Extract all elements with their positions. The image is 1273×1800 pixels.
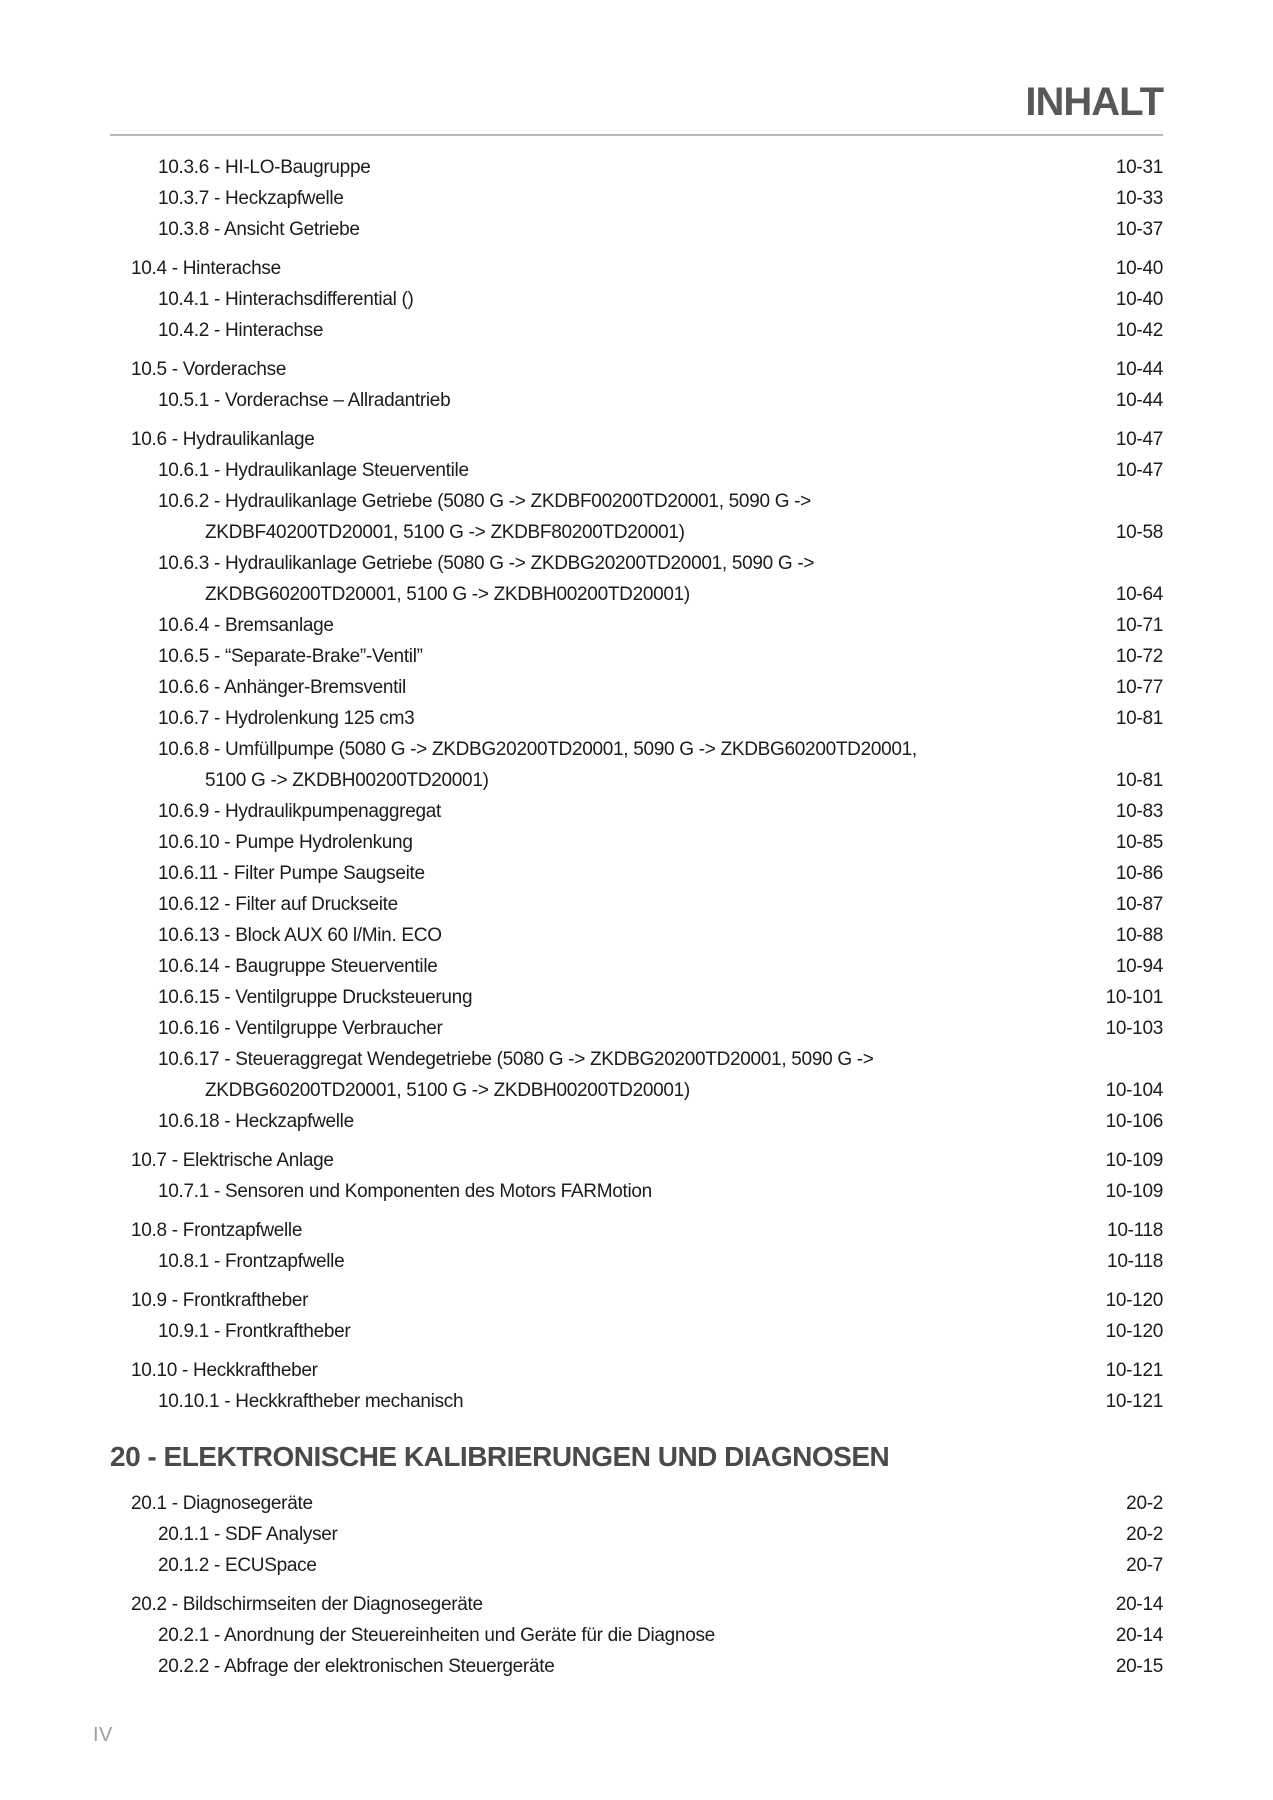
toc-entry xyxy=(110,1246,1163,1277)
toc-entry-page: 10-77 xyxy=(1115,677,1163,698)
toc-entry xyxy=(110,1355,1163,1386)
toc-entry xyxy=(110,1106,1163,1137)
toc-entry-page: 10-40 xyxy=(1115,289,1163,310)
toc-entry-text: 10.9.1 - Frontkraftheber xyxy=(158,1321,351,1342)
toc-entry-text: 10.6.11 - Filter Pumpe Saugseite xyxy=(158,863,425,884)
toc-entry-page: 10-81 xyxy=(1115,708,1163,729)
toc-entry-text: 10.6.2 - Hydraulikanlage Getriebe (5080 G -> ZKDBF00200TD20001, 5090 G -> ZKDBF40200TD20001, 5100 G -> ZKDBF80200TD20001) xyxy=(158,491,811,543)
toc-entry xyxy=(110,455,1163,486)
toc-entry xyxy=(110,796,1163,827)
toc-entry-text: 20.2 - Bildschirmseiten der Diagnosegeräte xyxy=(131,1594,483,1615)
toc-entry-page: 10-104 xyxy=(1105,1080,1163,1101)
toc-entry-page: 10-88 xyxy=(1115,925,1163,946)
toc-entry-page: 10-33 xyxy=(1115,188,1163,209)
toc-entry-text: 10.9 - Frontkraftheber xyxy=(131,1290,309,1311)
toc-entry xyxy=(110,1176,1163,1207)
toc-entry-page: 10-120 xyxy=(1105,1321,1163,1342)
toc-entry xyxy=(110,672,1163,703)
page-header xyxy=(110,80,1163,136)
toc-entry xyxy=(110,486,1163,548)
toc-entry-text: 20.2.1 - Anordnung der Steuereinheiten und Geräte für die Diagnose xyxy=(158,1625,715,1646)
toc-entry-text: 10.6.1 - Hydraulikanlage Steuerventile xyxy=(158,460,469,481)
toc-entry xyxy=(110,1013,1163,1044)
toc-entry-text: 10.6.15 - Ventilgruppe Drucksteuerung xyxy=(158,987,473,1008)
toc-entry-text: 10.6.9 - Hydraulikpumpenaggregat xyxy=(158,801,441,822)
toc-entry-text: 10.6.10 - Pumpe Hydrolenkung xyxy=(158,832,413,853)
toc-entry xyxy=(110,354,1163,385)
toc-entry xyxy=(110,951,1163,982)
toc-entry-page: 20-7 xyxy=(1126,1555,1163,1576)
toc-entry xyxy=(110,183,1163,214)
toc-entry-page: 10-81 xyxy=(1115,770,1163,791)
toc-entry xyxy=(110,1519,1163,1550)
toc-entry-page: 20-2 xyxy=(1126,1493,1163,1514)
toc-entry-text: 10.8 - Frontzapfwelle xyxy=(131,1220,303,1241)
toc-entry-page: 10-109 xyxy=(1105,1150,1163,1171)
toc-entry-page: 10-118 xyxy=(1107,1251,1163,1272)
toc-entry-page: 10-44 xyxy=(1115,390,1163,411)
page-content xyxy=(110,80,1163,1682)
toc-entry-text: 10.6.5 - “Separate-Brake”-Ventil” xyxy=(158,646,423,667)
toc-entry-page: 10-86 xyxy=(1115,863,1163,884)
toc-entry-text: 10.7 - Elektrische Anlage xyxy=(131,1150,334,1171)
toc-entry-text: 10.5 - Vorderachse xyxy=(131,359,287,380)
toc-entry-text: 10.6.14 - Baugruppe Steuerventile xyxy=(158,956,438,977)
toc-entry-page: 10-31 xyxy=(1115,157,1163,178)
toc-entry-text: 10.6.8 - Umfüllpumpe (5080 G -> ZKDBG20200TD20001, 5090 G -> ZKDBG60200TD20001, 5100 G -> ZKDBH00200TD20001) xyxy=(158,739,917,791)
toc-entry-text: 20.1 - Diagnosegeräte xyxy=(131,1493,313,1514)
toc-entry-page: 10-42 xyxy=(1115,320,1163,341)
toc-entry xyxy=(110,1316,1163,1347)
toc-entry-text: 10.6 - Hydraulikanlage xyxy=(131,429,315,450)
toc-entry-page: 10-71 xyxy=(1115,615,1163,636)
toc-entry-text: 10.7.1 - Sensoren und Komponenten des Motors FARMotion xyxy=(158,1181,652,1202)
toc-entry-page: 10-120 xyxy=(1105,1290,1163,1311)
toc-entry-text: 10.3.8 - Ansicht Getriebe xyxy=(158,219,360,240)
toc-entry xyxy=(110,315,1163,346)
toc-entry-page: 10-87 xyxy=(1115,894,1163,915)
toc-entry-page: 10-83 xyxy=(1115,801,1163,822)
toc-entry-page: 10-47 xyxy=(1115,460,1163,481)
toc-entry xyxy=(110,284,1163,315)
toc-entry xyxy=(110,610,1163,641)
toc-entry xyxy=(110,1488,1163,1519)
toc-entry-page: 10-58 xyxy=(1115,522,1163,543)
toc-entry-page: 10-118 xyxy=(1107,1220,1163,1241)
toc-entry-text: 10.5.1 - Vorderachse – Allradantrieb xyxy=(158,390,451,411)
toc-entry-page: 10-44 xyxy=(1115,359,1163,380)
toc-entry xyxy=(110,253,1163,284)
toc-entry xyxy=(110,1044,1163,1106)
toc-entry-text: 10.4 - Hinterachse xyxy=(131,258,281,279)
toc-entry-page: 10-121 xyxy=(1105,1391,1163,1412)
toc-entry-page: 10-101 xyxy=(1105,987,1163,1008)
toc-entry-text: 10.6.6 - Anhänger-Bremsventil xyxy=(158,677,406,698)
toc-entry-text: 10.10.1 - Heckkraftheber mechanisch xyxy=(158,1391,464,1412)
toc-entry-page: 10-47 xyxy=(1115,429,1163,450)
toc-entry-page: 10-72 xyxy=(1115,646,1163,667)
toc-entry-page: 20-14 xyxy=(1115,1625,1163,1646)
toc-entry-page: 10-64 xyxy=(1115,584,1163,605)
toc-entry-page: 10-37 xyxy=(1115,219,1163,240)
toc-entry xyxy=(110,548,1163,610)
toc-entry-text: 10.6.18 - Heckzapfwelle xyxy=(158,1111,354,1132)
toc-entry xyxy=(110,152,1163,183)
toc-entry-text: 10.6.17 - Steueraggregat Wendegetriebe (5080 G -> ZKDBG20200TD20001, 5090 G -> ZKDBG60200TD20001, 5100 G -> ZKDBH00200TD20001) xyxy=(158,1049,874,1101)
toc-entry xyxy=(110,214,1163,245)
toc-entry-text: 10.6.16 - Ventilgruppe Verbraucher xyxy=(158,1018,443,1039)
toc-entry-page: 10-109 xyxy=(1105,1181,1163,1202)
toc-entry-text: 20.1.2 - ECUSpace xyxy=(158,1555,317,1576)
toc-entry-text: 10.6.12 - Filter auf Druckseite xyxy=(158,894,398,915)
toc-entry xyxy=(110,703,1163,734)
toc-entry-page: 20-2 xyxy=(1126,1524,1163,1545)
toc-entry-text: 10.3.7 - Heckzapfwelle xyxy=(158,188,344,209)
toc-entry xyxy=(110,1145,1163,1176)
toc-entry xyxy=(110,1620,1163,1651)
toc-entry xyxy=(110,385,1163,416)
footer-page-number: IV xyxy=(93,1724,113,1746)
toc-entry xyxy=(110,827,1163,858)
toc xyxy=(110,152,1163,1682)
toc-entry xyxy=(110,1285,1163,1316)
toc-entry xyxy=(110,734,1163,796)
toc-entry xyxy=(110,1215,1163,1246)
toc-entry-text: 10.4.1 - Hinterachsdifferential () xyxy=(158,289,414,310)
toc-entry-page: 10-85 xyxy=(1115,832,1163,853)
toc-entry-text: 10.8.1 - Frontzapfwelle xyxy=(158,1251,345,1272)
toc-entry xyxy=(110,1386,1163,1417)
toc-entry-text: 10.6.4 - Bremsanlage xyxy=(158,615,334,636)
toc-entry-page: 20-15 xyxy=(1115,1656,1163,1677)
toc-entry xyxy=(110,1550,1163,1581)
toc-entry-page: 10-103 xyxy=(1105,1018,1163,1039)
toc-entry xyxy=(110,920,1163,951)
toc-entry-page: 10-106 xyxy=(1105,1111,1163,1132)
toc-entry-text: 10.6.3 - Hydraulikanlage Getriebe (5080 G -> ZKDBG20200TD20001, 5090 G -> ZKDBG60200TD20001, 5100 G -> ZKDBH00200TD20001) xyxy=(158,553,815,605)
page-title: INHALT xyxy=(1025,80,1163,124)
toc-entry-page: 20-14 xyxy=(1115,1594,1163,1615)
toc-entry-text: 10.10 - Heckkraftheber xyxy=(131,1360,318,1381)
toc-entry-page: 10-40 xyxy=(1115,258,1163,279)
toc-entry-page: 10-121 xyxy=(1105,1360,1163,1381)
toc-entry-page: 10-94 xyxy=(1115,956,1163,977)
toc-entry xyxy=(110,641,1163,672)
toc-entry-text: 20.1.1 - SDF Analyser xyxy=(158,1524,338,1545)
toc-entry-text: 10.6.13 - Block AUX 60 l/Min. ECO xyxy=(158,925,442,946)
toc-entry-text: 10.3.6 - HI-LO-Baugruppe xyxy=(158,157,371,178)
toc-entry xyxy=(110,424,1163,455)
toc-entry xyxy=(110,1651,1163,1682)
section-heading: 20 - ELEKTRONISCHE KALIBRIERUNGEN UND DIAGNOSEN xyxy=(110,1441,890,1472)
toc-entry xyxy=(110,889,1163,920)
toc-entry xyxy=(110,982,1163,1013)
toc-entry-text: 10.6.7 - Hydrolenkung 125 cm3 xyxy=(158,708,415,729)
toc-entry-text: 20.2.2 - Abfrage der elektronischen Steuergeräte xyxy=(158,1656,555,1677)
toc-entry-text: 10.4.2 - Hinterachse xyxy=(158,320,324,341)
toc-entry xyxy=(110,1589,1163,1620)
toc-entry xyxy=(110,858,1163,889)
